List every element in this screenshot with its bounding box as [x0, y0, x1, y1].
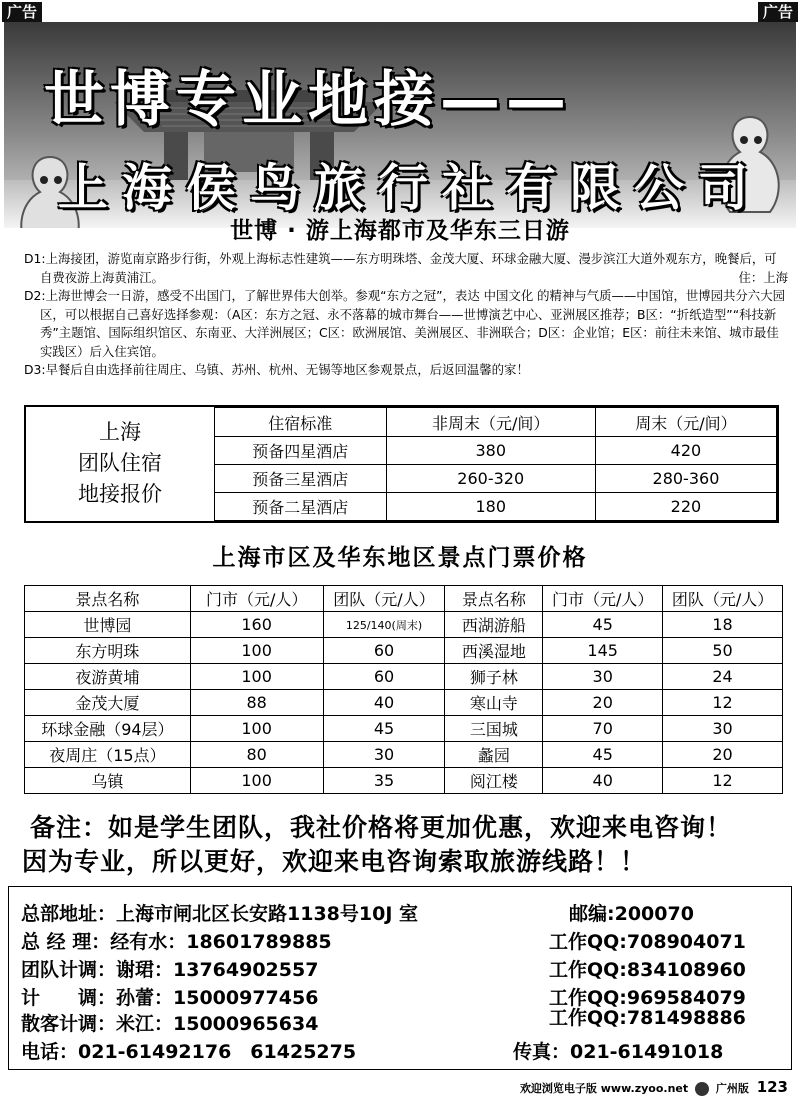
table-cell: 100	[190, 716, 323, 742]
table-cell: 世博园	[25, 612, 191, 638]
magazine-logo-icon	[695, 1082, 709, 1096]
column-header: 团队（元/人）	[663, 586, 783, 612]
table-row	[25, 664, 783, 690]
table-cell: 420	[595, 437, 776, 465]
itinerary-day1: D1:上海接团，游览南京路步行街，外观上海标志性建筑——东方明珠塔、金茂大厦、环球金融大厦、漫步滨江大道外观东方，晚餐后，可自费夜游上海黄浦江。 住：上海	[24, 250, 788, 287]
table-cell: 夜游黄埔	[25, 664, 191, 690]
column-header: 景点名称	[25, 586, 191, 612]
table-cell: 20	[543, 690, 663, 716]
table-cell: 145	[543, 638, 663, 664]
column-header: 门市（元/人）	[190, 586, 323, 612]
table-cell: 20	[663, 742, 783, 768]
table-cell: 100	[190, 768, 323, 794]
table-row	[25, 716, 783, 742]
table-cell: 180	[386, 493, 595, 521]
table-cell: 东方明珠	[25, 638, 191, 664]
column-header: 周末（元/间）	[595, 408, 776, 437]
phone-number: 电话：021-61492176 61425275	[21, 1041, 357, 1063]
table-header-row	[215, 408, 777, 437]
table-cell: 45	[543, 612, 663, 638]
page-number: 123	[756, 1078, 788, 1096]
table-cell: 280-360	[595, 465, 776, 493]
table-cell: 40	[323, 690, 445, 716]
table-cell: 45	[323, 716, 445, 742]
company-name: 上海侯鸟旅行社有限公司	[58, 159, 762, 217]
manager-contact: 总 经 理：经有水：18601789885	[21, 931, 332, 953]
column-header: 门市（元/人）	[543, 586, 663, 612]
day1-stay: 住：上海	[738, 269, 788, 285]
hotel-price-table	[214, 407, 777, 521]
postcode: 邮编:200070	[569, 903, 694, 925]
table-cell: 阅江楼	[445, 768, 543, 794]
hotel-label-line: 上海	[99, 420, 141, 444]
table-row	[25, 690, 783, 716]
table-cell: 24	[663, 664, 783, 690]
work-qq: 工作QQ:834108960	[549, 959, 746, 981]
table-cell: 88	[190, 690, 323, 716]
table-cell: 30	[663, 716, 783, 742]
table-cell: 60	[323, 638, 445, 664]
table-header-row	[25, 586, 783, 612]
remark: 备注：如是学生团队，我社价格将更加优惠，欢迎来电咨询！	[30, 813, 733, 842]
table-cell: 预备四星酒店	[215, 437, 387, 465]
table-cell: 蠡园	[445, 742, 543, 768]
banner-headline: 世博专业地接——	[44, 65, 572, 135]
ticket-price-table	[24, 585, 783, 794]
table-cell: 70	[543, 716, 663, 742]
work-qq: 工作QQ:781498886	[549, 1007, 746, 1029]
individual-planner-contact: 散客计调：米江：15000965634	[21, 1013, 319, 1035]
table-cell: 12	[663, 690, 783, 716]
column-header: 团队（元/人）	[323, 586, 445, 612]
table-cell: 125/140(周末)	[323, 612, 445, 638]
table-cell: 60	[323, 664, 445, 690]
table-cell: 金茂大厦	[25, 690, 191, 716]
hotel-label-line: 地接报价	[78, 482, 162, 506]
itinerary-day3: D3:早餐后自由选择前往周庄、乌镇、苏州、杭州、无锡等地区参观景点，后返回温馨的家！	[24, 362, 529, 377]
footer-site: 欢迎浏览电子版 www.zyoo.net	[519, 1082, 689, 1095]
table-cell: 35	[323, 768, 445, 794]
table-cell: 西溪湿地	[445, 638, 543, 664]
contact-box	[8, 886, 792, 1070]
table-row	[215, 493, 777, 521]
table-row	[25, 742, 783, 768]
footer-edition: 广州版	[715, 1082, 749, 1095]
table-cell: 260-320	[386, 465, 595, 493]
ad-label-right: 广告	[758, 2, 798, 22]
table-cell: 西湖游船	[445, 612, 543, 638]
table-cell: 40	[543, 768, 663, 794]
group-planner-contact: 团队计调：谢珺：13764902557	[21, 959, 319, 981]
hotel-price-label	[26, 407, 214, 521]
table-row	[215, 437, 777, 465]
table-cell: 100	[190, 664, 323, 690]
table-cell: 三国城	[445, 716, 543, 742]
fax-number: 传真：021-61491018	[513, 1041, 724, 1063]
table-cell: 80	[190, 742, 323, 768]
itinerary-day2: D2:上海世博会一日游，感受不出国门，了解世界伟大创举。参观“东方之冠”，表达 中国文化 的精神与气质——中国馆，世博园共分六大园区，可以根据自己喜好选择参观：（A区：东方之冠、永不落幕的城市舞台——世博演艺中心、亚洲展区推荐；B区：“折纸造型”“科技新秀”主题馆、国际组织馆区、东南亚、大洋洲展区；C区：欧洲展馆、美洲展区、非洲联合；D区：企业馆；E区：前往未来馆、城市最佳实践区）后入住宾馆。	[24, 288, 785, 359]
table-cell: 环球金融（94层）	[25, 716, 191, 742]
slogan: 因为专业，所以更好，欢迎来电咨询索取旅游线路！！	[22, 847, 647, 876]
table-cell: 50	[663, 638, 783, 664]
ad-label-left: 广告	[2, 2, 42, 22]
column-header: 非周末（元/间）	[386, 408, 595, 437]
table-cell: 30	[543, 664, 663, 690]
planner-contact: 计 调：孙蕾：15000977456	[21, 987, 319, 1009]
table-cell: 100	[190, 638, 323, 664]
table-cell: 夜周庄（15点）	[25, 742, 191, 768]
table-row	[215, 465, 777, 493]
table-row	[25, 768, 783, 794]
column-header: 景点名称	[445, 586, 543, 612]
table-cell: 45	[543, 742, 663, 768]
table-cell: 160	[190, 612, 323, 638]
company-address: 总部地址：上海市闸北区长安路1138号10J 室	[21, 903, 419, 925]
banner	[4, 22, 796, 228]
table-cell: 狮子林	[445, 664, 543, 690]
page-footer	[520, 1078, 788, 1096]
table-cell: 220	[595, 493, 776, 521]
table-cell: 预备二星酒店	[215, 493, 387, 521]
hotel-label-line: 团队住宿	[78, 451, 162, 475]
tour-title: 世博 · 游上海都市及华东三日游	[230, 218, 570, 244]
hotel-price-box	[24, 405, 779, 523]
table-cell: 12	[663, 768, 783, 794]
table-row	[25, 638, 783, 664]
table-cell: 寒山寺	[445, 690, 543, 716]
work-qq: 工作QQ:708904071	[549, 931, 746, 953]
table-cell: 30	[323, 742, 445, 768]
table-cell: 380	[386, 437, 595, 465]
work-qq: 工作QQ:969584079	[549, 987, 746, 1009]
itinerary	[24, 250, 788, 380]
column-header: 住宿标准	[215, 408, 387, 437]
table-row	[25, 612, 783, 638]
table-cell: 18	[663, 612, 783, 638]
ticket-price-title: 上海市区及华东地区景点门票价格	[212, 545, 588, 571]
table-cell: 预备三星酒店	[215, 465, 387, 493]
table-cell: 乌镇	[25, 768, 191, 794]
